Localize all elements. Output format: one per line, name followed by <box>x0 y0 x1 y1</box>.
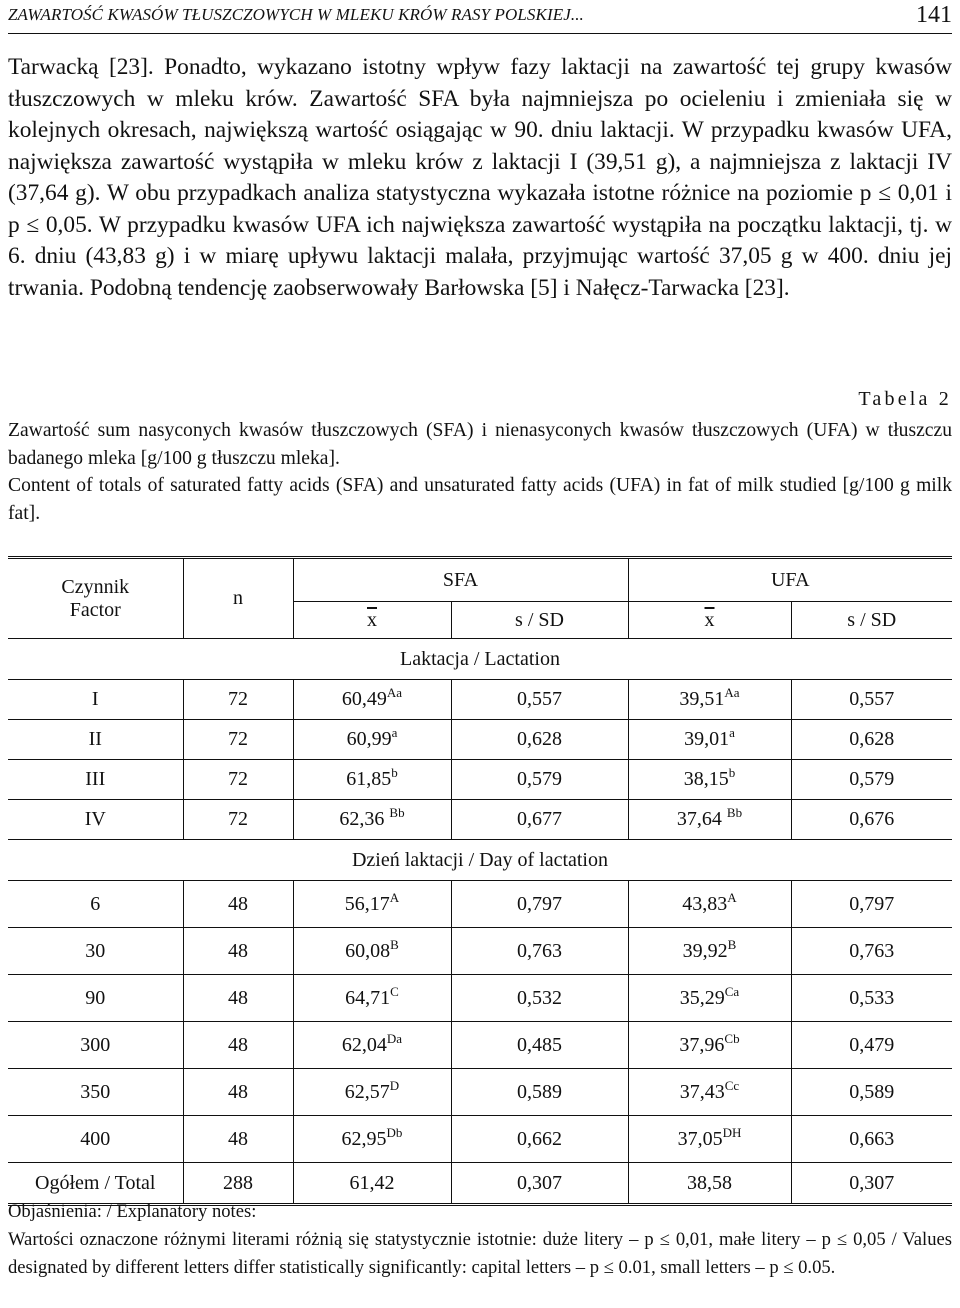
total-sfa-sd: 0,307 <box>451 1163 628 1205</box>
cell-ufa-mean: 38,15$^b$ <box>628 760 791 800</box>
table-row <box>8 928 952 975</box>
cell-ufa-mean: 39,01$^a$ <box>628 720 791 760</box>
table-row <box>8 680 952 720</box>
cell-ufa-mean: $43,83^A$ <box>628 881 791 928</box>
cell-ufa-sd: 0,797 <box>791 881 952 928</box>
header-ufa: UFA <box>628 558 952 602</box>
cell-n: 48 <box>183 1116 293 1163</box>
significance-letters: D <box>389 1077 400 1093</box>
cell-ufa-sd: 0,589 <box>791 1069 952 1116</box>
significance-letters: Ca <box>724 983 740 999</box>
significance-letters: a <box>729 725 735 740</box>
total-ufa-sd: 0,307 <box>791 1163 952 1205</box>
cell-n: 72 <box>183 760 293 800</box>
cell-n: 48 <box>183 1022 293 1069</box>
section-row-day <box>8 840 952 881</box>
data-table <box>8 556 952 1206</box>
cell-sfa-sd: 0,662 <box>451 1116 628 1163</box>
header-sfa-mean: $\overline{x}$ <box>293 602 451 639</box>
table-row <box>8 1116 952 1163</box>
cell-ufa-mean: $37,05^{DH}$ <box>628 1116 791 1163</box>
cell-n: 72 <box>183 680 293 720</box>
cell-ufa-sd: 0,579 <box>791 760 952 800</box>
notes-text: Wartości oznaczone różnymi literami różnią się statystycznie istotnie: duże litery – p ≤ 0,01, małe litery – p ≤ 0,05 / Values designated by different letters differ statistically significantly: capital letters – p ≤ 0.01, small letters – p ≤ 0.05. <box>8 1229 952 1278</box>
header-n: n <box>183 558 293 639</box>
cell-factor: IV <box>8 800 183 840</box>
cell-ufa-mean: $37,96^{Cb}$ <box>628 1022 791 1069</box>
cell-factor: II <box>8 720 183 760</box>
cell-n: 48 <box>183 1069 293 1116</box>
cell-factor: I <box>8 680 183 720</box>
header-ufa-sd: s / SD <box>791 602 952 639</box>
significance-letters: Cc <box>724 1077 740 1093</box>
table-row <box>8 1069 952 1116</box>
table-header-row <box>8 558 952 602</box>
significance-letters: A <box>389 889 400 905</box>
body-paragraph: Tarwacką [23]. Ponadto, wykazano istotny wpływ fazy laktacji na zawartość tej grupy kwasów tłuszczowych w mleku krów. Zawartość SFA była najmniejsza po ocieleniu i zmieniała się w kolejnych okresach, największą wartość osiągając w 90. dniu laktacji. W przypadku kwasów UFA, największa zawartość wystąpiła w mleku krów z laktacji I (39,51 g), a najmniejsza z laktacji IV (37,64 g). W obu przypadkach analiza statystyczna wykazała istotne różnice na poziomie p ≤ 0,01 i p ≤ 0,05. W przypadku kwasów UFA ich największa zawartość wystąpiła na początku laktacji, tj. w 6. dniu (43,83 g) i w miarę upływu laktacji malała, przyjmując wartość 37,05 g w 400. dniu jej trwania. Podobną tendencję zaobserwowały Barłowska [5] i Nałęcz-Tarwacka [23]. <box>8 54 952 301</box>
cell-factor: 30 <box>8 928 183 975</box>
cell-sfa-mean: $62,04^{Da}$ <box>293 1022 451 1069</box>
significance-letters: Cb <box>724 1030 740 1046</box>
table-caption-pl: Zawartość sum nasyconych kwasów tłuszczowych (SFA) i nienasyconych kwasów tłuszczowych (UFA) w tłuszczu badanego mleka [g/100 g tłuszczu mleka]. <box>8 420 952 469</box>
header-sfa: SFA <box>293 558 628 602</box>
cell-ufa-sd: 0,763 <box>791 928 952 975</box>
header-ufa-mean: $\overline{x}$ <box>628 602 791 639</box>
table-row <box>8 881 952 928</box>
significance-letters: Da <box>386 1030 403 1046</box>
header-sfa-sd: s / SD <box>451 602 628 639</box>
cell-sfa-mean: $56,17^A$ <box>293 881 451 928</box>
table-row <box>8 975 952 1022</box>
cell-ufa-sd: 0,628 <box>791 720 952 760</box>
cell-sfa-mean: 60,99$^a$ <box>293 720 451 760</box>
cell-sfa-sd: 0,579 <box>451 760 628 800</box>
significance-letters: B <box>727 936 737 952</box>
significance-letters: Db <box>386 1124 403 1140</box>
cell-factor: 300 <box>8 1022 183 1069</box>
cell-ufa-sd: 0,533 <box>791 975 952 1022</box>
total-ufa-mean: 38,58 <box>628 1163 791 1205</box>
cell-sfa-sd: 0,628 <box>451 720 628 760</box>
cell-sfa-mean: $60,49^{Aa}$ <box>293 680 451 720</box>
cell-sfa-sd: 0,677 <box>451 800 628 840</box>
cell-ufa-sd: 0,557 <box>791 680 952 720</box>
cell-ufa-mean: $39,51^{Aa}$ <box>628 680 791 720</box>
cell-sfa-sd: 0,589 <box>451 1069 628 1116</box>
significance-letters: B <box>390 936 399 952</box>
cell-factor: 6 <box>8 881 183 928</box>
cell-sfa-mean: 62,36 $^{Bb}$ <box>293 800 451 840</box>
cell-sfa-mean: 61,85$^b$ <box>293 760 451 800</box>
cell-sfa-sd: 0,532 <box>451 975 628 1022</box>
table-row <box>8 720 952 760</box>
cell-sfa-sd: 0,485 <box>451 1022 628 1069</box>
significance-letters: b <box>391 765 398 780</box>
cell-sfa-mean: $62,95^{Db}$ <box>293 1116 451 1163</box>
cell-ufa-mean: $39,92^B$ <box>628 928 791 975</box>
cell-sfa-sd: 0,763 <box>451 928 628 975</box>
cell-n: 48 <box>183 928 293 975</box>
header-rule <box>8 33 952 34</box>
significance-letters: Bb <box>389 805 405 820</box>
cell-ufa-sd: 0,676 <box>791 800 952 840</box>
table-label: Tabela 2 <box>858 388 952 410</box>
significance-letters: DH <box>722 1124 742 1140</box>
explanatory-notes <box>8 1198 952 1282</box>
significance-letters: Aa <box>386 685 403 700</box>
cell-sfa-sd: 0,557 <box>451 680 628 720</box>
cell-factor: 400 <box>8 1116 183 1163</box>
running-title: ZAWARTOŚĆ KWASÓW TŁUSZCZOWYCH W MLEKU KRÓW RASY POLSKIEJ... <box>8 5 584 24</box>
significance-letters: b <box>728 765 736 780</box>
cell-n: 72 <box>183 800 293 840</box>
page-number: 141 <box>916 2 952 28</box>
significance-letters: C <box>390 983 399 999</box>
cell-factor: III <box>8 760 183 800</box>
cell-sfa-mean: $62,57^D$ <box>293 1069 451 1116</box>
cell-sfa-mean: $64,71^C$ <box>293 975 451 1022</box>
cell-ufa-mean: $35,29^{Ca}$ <box>628 975 791 1022</box>
cell-ufa-mean: $37,43^{Cc}$ <box>628 1069 791 1116</box>
cell-ufa-sd: 0,663 <box>791 1116 952 1163</box>
total-n: 288 <box>183 1163 293 1205</box>
cell-factor: 90 <box>8 975 183 1022</box>
cell-ufa-mean: 37,64 $^{Bb}$ <box>628 800 791 840</box>
cell-n: 48 <box>183 975 293 1022</box>
significance-letters: Aa <box>724 685 740 700</box>
table-row <box>8 800 952 840</box>
notes-heading: Objaśnienia: / Explanatory notes: <box>8 1201 257 1222</box>
page-header <box>8 2 952 32</box>
header-factor-en: Factor <box>69 598 121 621</box>
section-lactation-label: Laktacja / Lactation <box>8 639 952 680</box>
cell-n: 48 <box>183 881 293 928</box>
significance-letters: Bb <box>726 805 743 820</box>
header-factor-pl: Czynnik <box>61 575 130 598</box>
table-row <box>8 1022 952 1069</box>
cell-factor: 350 <box>8 1069 183 1116</box>
header-factor <box>8 558 183 639</box>
total-sfa-mean: 61,42 <box>293 1163 451 1205</box>
cell-ufa-sd: 0,479 <box>791 1022 952 1069</box>
significance-letters: A <box>727 889 737 905</box>
cell-sfa-mean: $60,08^B$ <box>293 928 451 975</box>
table-row <box>8 760 952 800</box>
cell-n: 72 <box>183 720 293 760</box>
significance-letters: a <box>391 725 398 740</box>
total-factor: Ogółem / Total <box>8 1163 183 1205</box>
section-day-label: Dzień laktacji / Day of lactation <box>8 840 952 881</box>
table-caption-en: Content of totals of saturated fatty acids (SFA) and unsaturated fatty acids (UFA) in fat of milk studied [g/100 g milk fat]. <box>8 475 952 524</box>
section-row-lactation <box>8 639 952 680</box>
cell-sfa-sd: 0,797 <box>451 881 628 928</box>
